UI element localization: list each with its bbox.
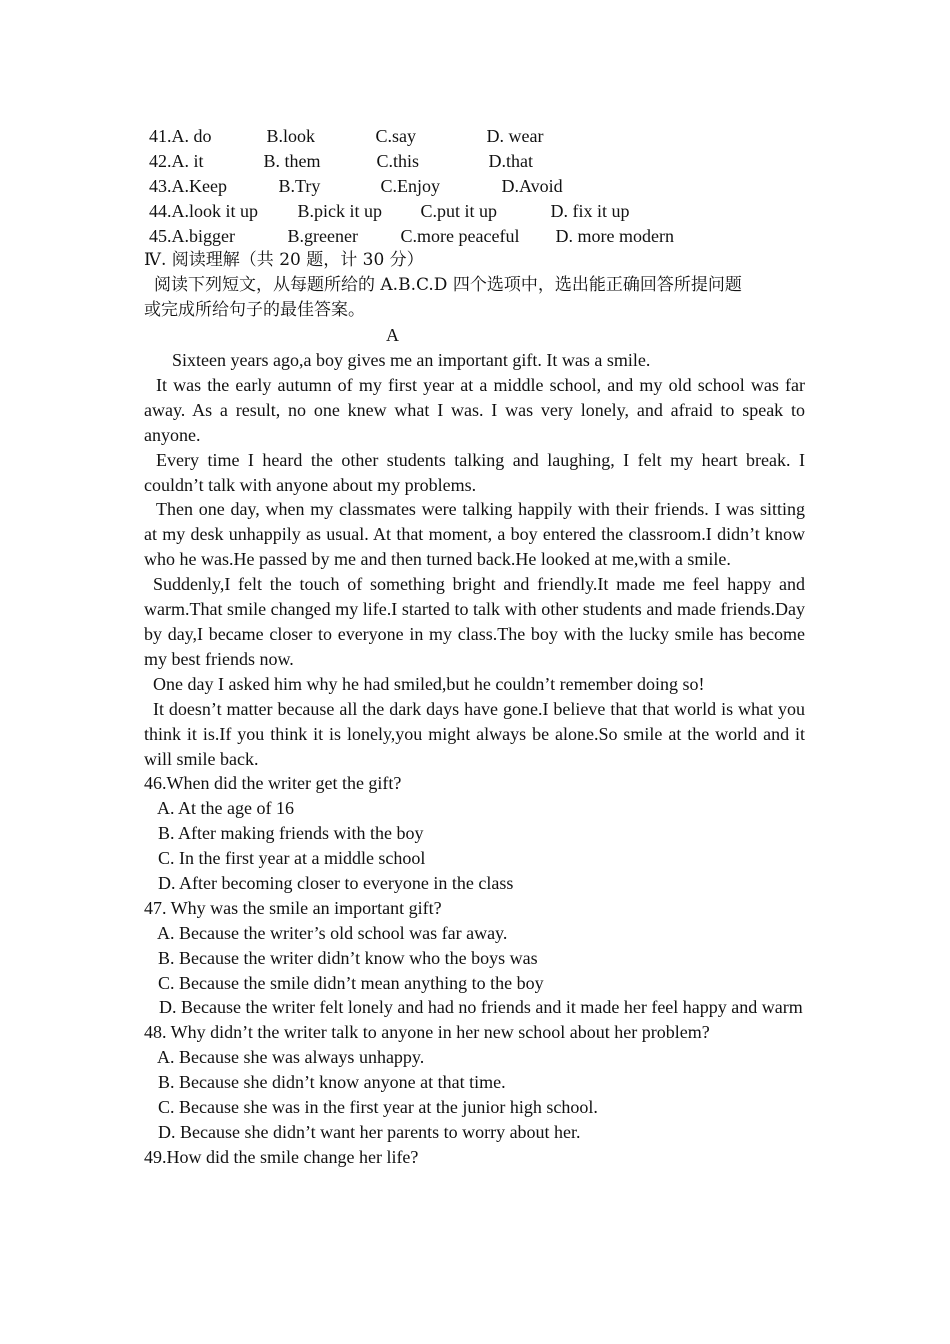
option-d: D. more modern <box>555 225 674 246</box>
section-instruction-line-1: 阅读下列短文，从每题所给的 A.B.C.D 四个选项中，选出能正确回答所提问题 <box>154 275 742 296</box>
answer-option-c: C. Because she was in the first year at the junior high school. <box>158 1097 598 1118</box>
section-title: Ⅳ. 阅读理解（共 20 题，计 30 分） <box>144 250 424 271</box>
option-d: D.that <box>488 150 533 171</box>
question-47 <box>144 896 805 1020</box>
option-row-42 <box>144 149 805 174</box>
answer-option-b: B. Because she didn’t know anyone at that time. <box>158 1072 506 1093</box>
option-number: 44. <box>149 200 172 221</box>
option-row-45 <box>144 224 805 249</box>
option-c: C.more peaceful <box>400 225 520 246</box>
option-row-43 <box>144 174 805 199</box>
passage-paragraph: It was the early autumn of my first year at a middle school, and my old school was far away. As a result, no one knew what I was. I was very lonely, and afraid to speak to anyone. <box>144 374 805 445</box>
option-number: 41. <box>149 126 172 146</box>
answer-option-a: A. Because the writer’s old school was far away. <box>157 922 508 943</box>
passage-paragraph: Sixteen years ago,a boy gives me an important gift. It was a smile. <box>172 350 651 371</box>
answer-option-c: C. Because the smile didn’t mean anything to the boy <box>158 972 544 993</box>
question-stem: 48. Why didn’t the writer talk to anyone in her new school about her problem? <box>144 1022 710 1043</box>
option-a: A. it <box>171 150 204 171</box>
option-number: 45. <box>149 225 172 246</box>
option-d: D.Avoid <box>501 175 563 196</box>
option-row-41 <box>144 124 805 149</box>
option-row-44 <box>144 199 805 224</box>
option-c: C.say <box>375 126 416 146</box>
answer-option-b: B. After making friends with the boy <box>158 823 424 844</box>
answer-option-b: B. Because the writer didn’t know who the boys was <box>158 947 538 968</box>
answer-option-a: A. At the age of 16 <box>157 798 294 819</box>
option-a: A.Keep <box>171 175 227 196</box>
option-b: B.Try <box>278 175 321 196</box>
question-stem: 46.When did the writer get the gift? <box>144 773 402 794</box>
answer-option-d: D. After becoming closer to everyone in the class <box>158 872 514 893</box>
option-d: D. fix it up <box>550 200 630 221</box>
option-a: A.bigger <box>171 225 235 246</box>
exam-page <box>144 124 805 1170</box>
question-stem: 49.How did the smile change her life? <box>144 1146 419 1167</box>
passage-paragraph: Suddenly,I felt the touch of something bright and friendly.It made me feel happy and warm.That smile changed my life.I started to talk with other students and made friends.Day by day,I became closer to everyone in my class.The boy with the lucky smile has become my best friends now. <box>144 574 805 669</box>
option-number: 42. <box>149 150 172 171</box>
question-49 <box>144 1145 805 1170</box>
option-c: C.put it up <box>420 200 498 221</box>
answer-option-a: A. Because she was always unhappy. <box>157 1047 425 1068</box>
option-c: C.Enjoy <box>380 175 441 196</box>
passage-label: A <box>386 325 399 346</box>
answer-option-d: D. Because the writer felt lonely and had no friends and it made her feel happy and warm <box>159 997 803 1018</box>
passage-paragraph: Every time I heard the other students talking and laughing, I felt my heart break. I couldn’t talk with anyone about my problems. <box>144 449 805 495</box>
passage-paragraph: Then one day, when my classmates were talking happily with their friends. I was sitting at my desk unhappily as usual. At that moment, a boy entered the classroom.I didn’t know who he was.He passed by me and then turned back.He looked at me,with a smile. <box>144 499 805 570</box>
question-48 <box>144 1020 805 1144</box>
passage-paragraph: One day I asked him why he had smiled,but he couldn’t remember doing so! <box>153 673 705 694</box>
option-d: D. wear <box>486 126 544 146</box>
option-a: A.look it up <box>171 200 259 221</box>
option-b: B. them <box>263 150 321 171</box>
option-b: B.pick it up <box>297 200 382 221</box>
question-stem: 47. Why was the smile an important gift? <box>144 897 442 918</box>
option-a: A. do <box>171 126 212 146</box>
option-b: B.look <box>266 126 316 146</box>
reading-passage <box>144 348 805 771</box>
option-b: B.greener <box>287 225 358 246</box>
section-instruction-line-2: 或完成所给句子的最佳答案。 <box>144 300 365 321</box>
passage-paragraph: It doesn’t matter because all the dark days have gone.I believe that that world is what you think it is.If you think it is lonely,you might always be alone.So smile at the world and it will smile back. <box>144 698 805 769</box>
question-46 <box>144 771 805 895</box>
cloze-options <box>144 124 805 248</box>
option-c: C.this <box>376 150 420 171</box>
option-number: 43. <box>149 175 172 196</box>
answer-option-d: D. Because she didn’t want her parents to worry about her. <box>158 1121 581 1142</box>
answer-option-c: C. In the first year at a middle school <box>158 848 426 869</box>
